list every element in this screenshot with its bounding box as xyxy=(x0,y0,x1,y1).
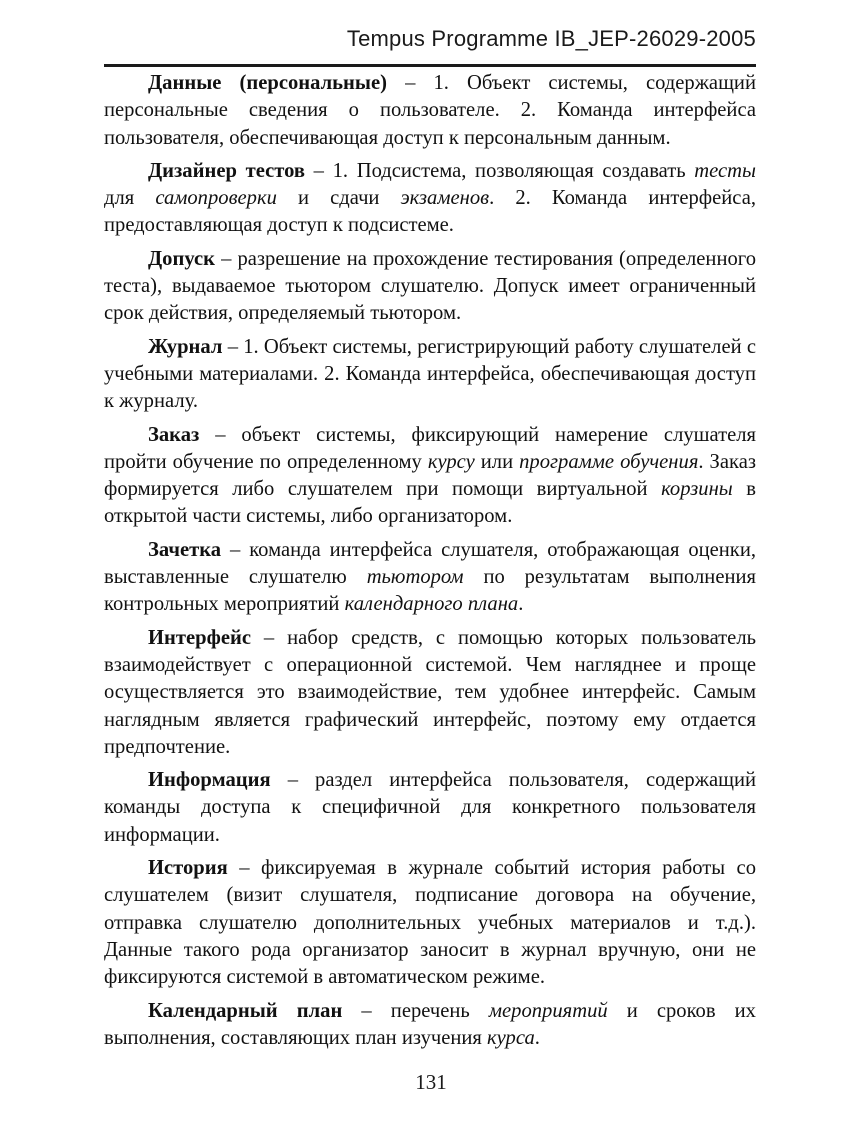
page-number: 131 xyxy=(415,1070,447,1094)
glossary-term: Заказ xyxy=(148,423,200,446)
glossary-definition-text: . Заказ формируется либо слушателем при помощи виртуальной xyxy=(104,450,756,501)
glossary-definition-text: по результатам выполнения контрольных мероприятий xyxy=(104,566,756,616)
glossary-definition-text: – фиксируемая в журнале событий история работы со слушателем (визит слушателя, подписание договора на обучение, отправка слушателю дополнительных учебных материалов и т.д.). Данные такого рода организатор заносит в журнал вручную, они не фиксируются системой в автоматическом режиме. xyxy=(104,857,756,989)
glossary-term: История xyxy=(148,857,228,880)
glossary-entry xyxy=(104,334,756,416)
glossary-definition-text: – 1. Объект системы, содержащий персональные сведения о пользователе. 2. Команда интерфейса пользователя, обеспечивающая доступ к персональным данным. xyxy=(104,72,756,149)
glossary-crossref: тесты xyxy=(694,159,756,182)
glossary-entry xyxy=(104,70,756,152)
glossary-term: Информация xyxy=(148,769,271,792)
glossary-definition-text: для xyxy=(104,187,156,210)
glossary-definition-text: . xyxy=(518,593,524,616)
glossary-term: Интерфейс xyxy=(148,626,251,649)
glossary-crossref: тьютором xyxy=(366,566,464,589)
glossary-definition-text: – набор средств, с помощью которых пользователь взаимодействует с операционной системой. Чем нагляднее и проще осуществляется это взаимодействие, тем удобнее интерфейс. Самым наглядным является графический интерфейс, поэтому ему отдается предпочтение. xyxy=(104,626,756,758)
glossary-term: Данные (персональные) xyxy=(148,72,387,94)
glossary-definition-text: . xyxy=(534,1026,540,1049)
glossary-term: Дизайнер тестов xyxy=(148,159,305,182)
glossary-definition-text: и сдачи xyxy=(276,187,401,210)
running-header: Tempus Programme IB_JEP-26029-2005 xyxy=(346,26,756,51)
glossary-crossref: экзаменов xyxy=(400,187,490,210)
glossary-definition-text: и сроков их выполнения, составляющих план изучения xyxy=(104,999,756,1049)
glossary-definition-text: . 2. Команда интерфейса, предоставляющая доступ к подсистеме. xyxy=(104,187,756,237)
glossary-body xyxy=(104,70,756,1058)
glossary-entry xyxy=(104,246,756,328)
glossary-entry xyxy=(104,625,756,761)
glossary-crossref: программе обучения xyxy=(519,450,699,473)
glossary-definition-text: – разрешение на прохождение тестирования (определенного теста), выдаваемое тьютором слушателю. Допуск имеет ограниченный срок действия, определяемый тьютором. xyxy=(104,247,756,325)
glossary-crossref: курса xyxy=(487,1026,535,1049)
glossary-crossref: курсу xyxy=(427,450,475,473)
glossary-definition-text: – 1. Объект системы, регистрирующий работу слушателей с учебными материалами. 2. Команда интерфейса, обеспечивающая доступ к журналу. xyxy=(104,335,756,413)
glossary-entry xyxy=(104,537,756,619)
glossary-crossref: корзины xyxy=(661,478,733,501)
glossary-crossref: мероприятий xyxy=(488,999,608,1022)
glossary-term: Допуск xyxy=(148,247,215,270)
glossary-definition-text: или xyxy=(474,450,520,473)
glossary-crossref: календарного плана xyxy=(344,593,519,616)
glossary-definition-text: – команда интерфейса слушателя, отображающая оценки, выставленные слушателю xyxy=(104,538,756,589)
glossary-entry xyxy=(104,422,756,531)
glossary-entry xyxy=(104,998,756,1053)
glossary-entry xyxy=(104,158,756,240)
glossary-entry xyxy=(104,767,756,849)
glossary-definition-text: – раздел интерфейса пользователя, содержащий команды доступа к специфичной для конкретного пользователя информации. xyxy=(104,769,756,846)
glossary-definition-text: – 1. Подсистема, позволяющая создавать xyxy=(305,159,695,182)
glossary-term: Журнал xyxy=(148,335,223,358)
glossary-definition-text: в открытой части системы, либо организатором. xyxy=(104,478,757,528)
header-rule xyxy=(104,64,756,67)
glossary-crossref: самопроверки xyxy=(155,187,277,210)
glossary-term: Зачетка xyxy=(148,538,222,561)
glossary-definition-text: – объект системы, фиксирующий намерение слушателя пройти обучение по определенному xyxy=(104,423,756,473)
glossary-definition-text: – перечень xyxy=(342,999,489,1022)
glossary-term: Календарный план xyxy=(148,999,343,1022)
glossary-entry xyxy=(104,855,756,991)
